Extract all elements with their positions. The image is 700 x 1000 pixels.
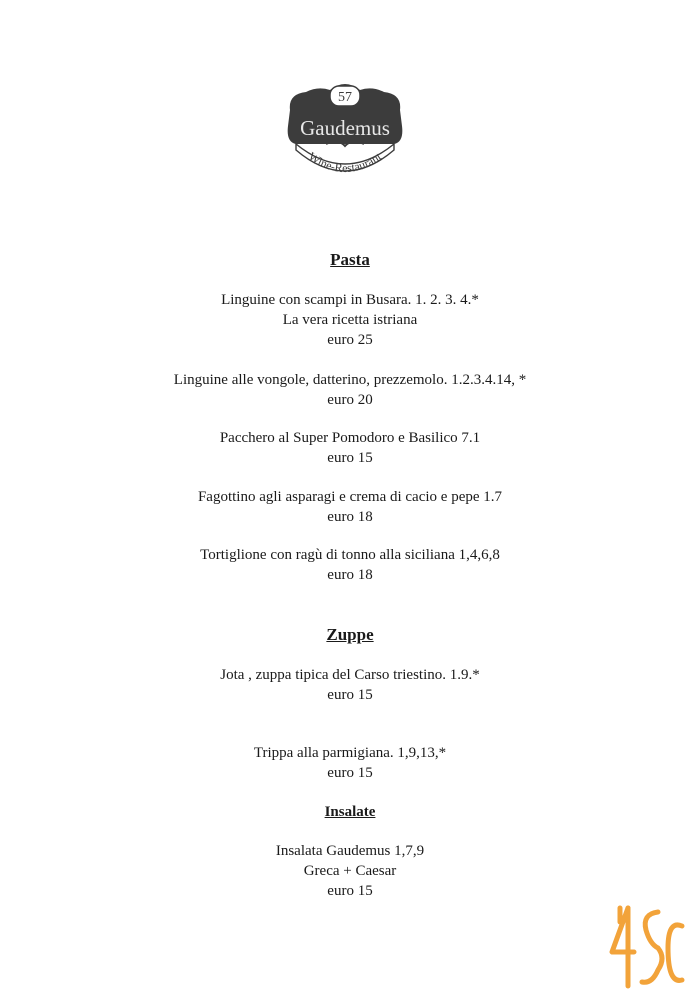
cutlery-watermark-icon: [608, 904, 686, 990]
menu-item-price: euro 15: [327, 765, 373, 781]
menu-item-price: euro 15: [327, 687, 373, 703]
logo-number: 57: [338, 90, 352, 105]
logo-emblem: [282, 80, 408, 184]
section-title-pasta: Pasta: [330, 250, 370, 269]
menu-item-name: Pacchero al Super Pomodoro e Basilico 7.1: [219, 430, 481, 446]
watermark-logo: [608, 904, 686, 990]
logo-tagline: Wine-Restaurant: [305, 149, 385, 176]
menu-item-name: Tortiglione con ragù di tonno alla siciliana 1,4,6,8: [200, 547, 500, 563]
menu-item-price: euro 15: [327, 883, 373, 899]
menu-item-price: euro 25: [327, 332, 373, 348]
restaurant-logo: [282, 80, 408, 184]
menu-item-note: La vera ricetta istriana: [282, 312, 418, 328]
menu-item-price: euro 18: [327, 567, 373, 583]
svg-text:Wine-Restaurant: [306, 149, 385, 175]
section-title-zuppe: Zuppe: [326, 625, 374, 644]
menu-item-name: Trippa alla parmigiana. 1,9,13,*: [253, 745, 447, 761]
logo-name: Gaudemus: [300, 116, 390, 140]
menu-item-price: euro 15: [327, 450, 373, 466]
menu-item-name: Linguine con scampi in Busara. 1. 2. 3. 4.*: [221, 292, 479, 308]
menu-item-name: Linguine alle vongole, datterino, prezzemolo. 1.2.3.4.14, *: [173, 372, 527, 388]
menu-item-name: Insalata Gaudemus 1,7,9: [275, 843, 425, 859]
menu-item-note: Greca + Caesar: [303, 863, 397, 879]
menu-item-price: euro 18: [327, 509, 373, 525]
menu-item-price: euro 20: [327, 392, 373, 408]
menu-item-name: Jota , zuppa tipica del Carso triestino. 1.9.*: [220, 667, 480, 683]
menu-item-name: Fagottino agli asparagi e crema di cacio e pepe 1.7: [197, 489, 503, 505]
section-title-insalate: Insalate: [324, 804, 376, 820]
